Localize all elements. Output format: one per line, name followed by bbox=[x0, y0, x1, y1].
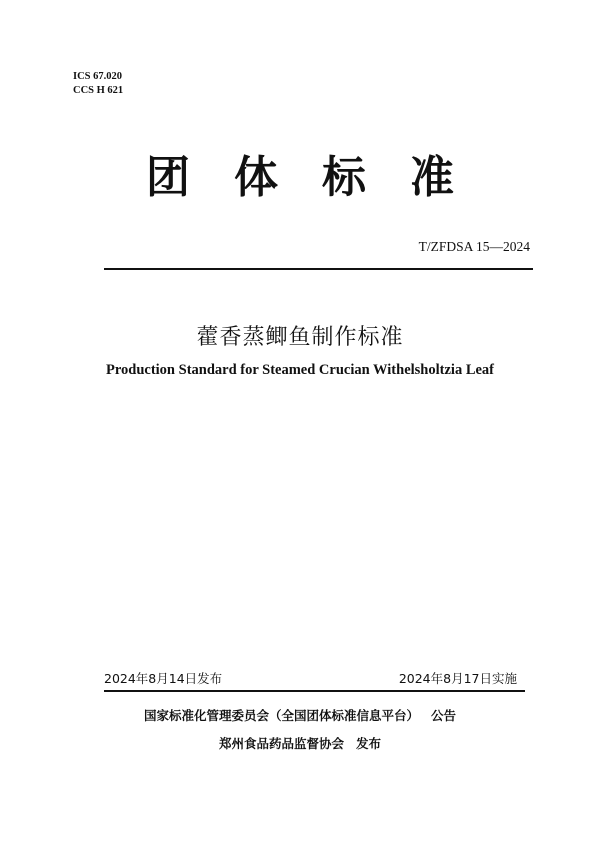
publisher-org-2: 郑州食品药品监督协会 bbox=[218, 736, 344, 751]
publisher-line-1 bbox=[0, 706, 600, 724]
ics-code: ICS 67.020 bbox=[73, 71, 123, 82]
publisher-action-2: 发布 bbox=[356, 736, 382, 751]
publisher-line-2 bbox=[0, 734, 600, 752]
standard-number: T/ZFDSA 15—2024 bbox=[418, 239, 530, 254]
implementation-date: 2024年8月17日实施 bbox=[398, 671, 517, 686]
title-chinese: 藿香蒸鲫鱼制作标准 bbox=[196, 325, 404, 350]
issue-date: 2024年8月14日发布 bbox=[104, 671, 223, 686]
bottom-divider bbox=[104, 690, 525, 692]
top-divider bbox=[104, 268, 533, 270]
title-english: Production Standard for Steamed Crucian Withelsholtzia Leaf bbox=[105, 362, 495, 378]
publisher-org-1: 国家标准化管理委员会（全国团体标准信息平台） bbox=[143, 708, 419, 723]
classification-codes bbox=[73, 70, 123, 98]
ccs-code: CCS H 621 bbox=[73, 85, 124, 96]
publisher-action-1: 公告 bbox=[431, 708, 457, 723]
document-type-heading: 团体标准 bbox=[146, 152, 498, 203]
